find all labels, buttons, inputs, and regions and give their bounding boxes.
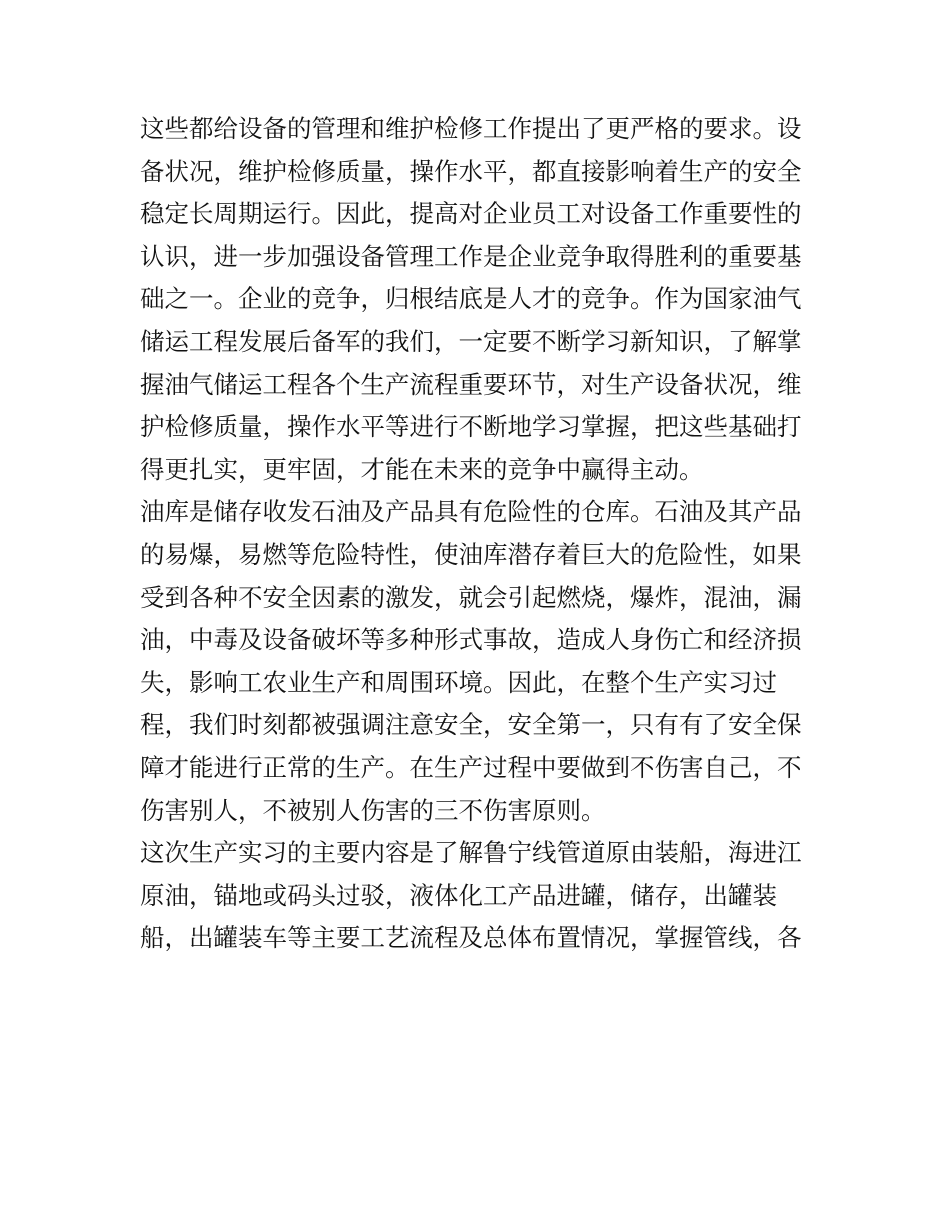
text-line: 的易爆，易燃等危险特性，使油库潜存着巨大的危险性，如果 bbox=[140, 539, 802, 569]
text-line: 失，影响工农业生产和周围环境。因此，在整个生产实习过 bbox=[140, 667, 777, 697]
text-line: 握油气储运工程各个生产流程重要环节，对生产设备状况，维 bbox=[140, 369, 802, 399]
text-line: 础之一。企业的竞争，归根结底是人才的竞争。作为国家油气 bbox=[140, 284, 802, 314]
text-line: 备状况，维护检修质量，操作水平，都直接影响着生产的安全 bbox=[140, 156, 802, 186]
text-line: 伤害别人，不被别人伤害的三不伤害原则。 bbox=[140, 795, 606, 825]
text-line: 这次生产实习的主要内容是了解鲁宁线管道原由装船，海进江 bbox=[140, 838, 802, 868]
text-line: 原油，锚地或码头过驳，液体化工产品进罐，储存，出罐装 bbox=[140, 880, 777, 910]
text-line: 障才能进行正常的生产。在生产过程中要做到不伤害自己，不 bbox=[140, 752, 802, 782]
text-line: 这些都给设备的管理和维护检修工作提出了更严格的要求。设 bbox=[140, 114, 802, 143]
text-line: 油库是储存收发石油及产品具有危险性的仓库。石油及其产品 bbox=[140, 497, 802, 527]
text-line: 程，我们时刻都被强调注意安全，安全第一，只有有了安全保 bbox=[140, 710, 802, 740]
text-line: 船，出罐装车等主要工艺流程及总体布置情况，掌握管线，各 bbox=[140, 923, 802, 953]
text-line: 稳定长周期运行。因此，提高对企业员工对设备工作重要性的 bbox=[140, 199, 802, 229]
text-line: 受到各种不安全因素的激发，就会引起燃烧，爆炸，混油，漏 bbox=[140, 582, 802, 612]
text-line: 护检修质量，操作水平等进行不断地学习掌握，把这些基础打 bbox=[140, 412, 802, 442]
text-line: 储运工程发展后备军的我们，一定要不断学习新知识，了解掌 bbox=[140, 326, 802, 356]
text-line: 认识，进一步加强设备管理工作是企业竞争取得胜利的重要基 bbox=[140, 241, 802, 271]
text-line: 油，中毒及设备破坏等多种形式事故，造成人身伤亡和经济损 bbox=[140, 625, 802, 655]
body-text bbox=[140, 108, 820, 960]
text-line: 得更扎实，更牢固，才能在未来的竞争中赢得主动。 bbox=[140, 454, 704, 484]
